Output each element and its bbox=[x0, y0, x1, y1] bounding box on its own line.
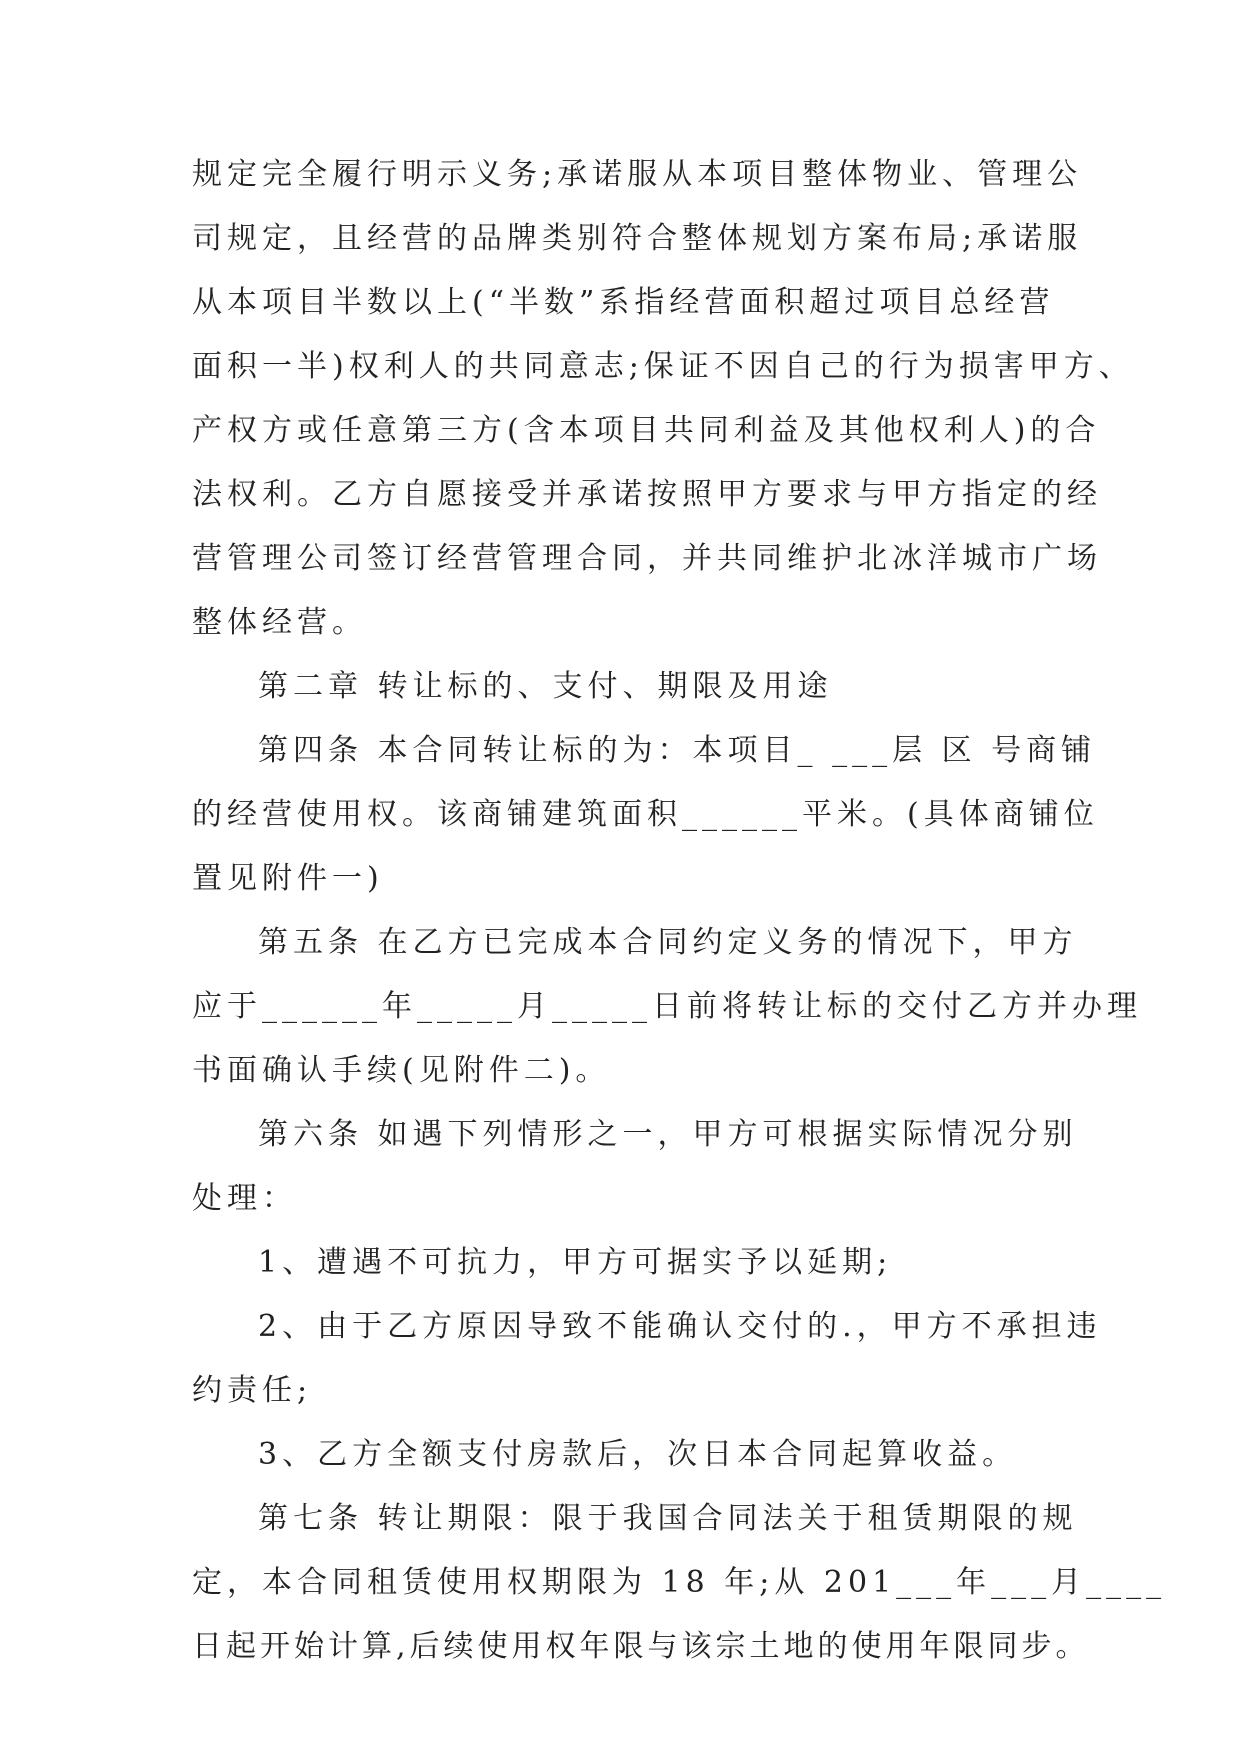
text-line: 法权利。乙方自愿接受并承诺按照甲方要求与甲方指定的经 bbox=[192, 477, 1102, 512]
text-line: 从本项目半数以上(“半数”系指经营面积超过项目总经营 bbox=[192, 285, 1055, 320]
text-line: 书面确认手续(见附件二)。 bbox=[192, 1053, 611, 1088]
article-5-line: 第五条 在乙方已完成本合同约定义务的情况下，甲方 bbox=[258, 925, 1078, 960]
text-line: 日起开始计算,后续使用权年限与该宗土地的使用年限同步。 bbox=[192, 1629, 1090, 1664]
article-4-line: 第四条 本合同转让标的为：本项目_ ___层 区 号商铺 bbox=[258, 733, 1097, 768]
text-line: 面积一半)权利人的共同意志;保证不因自己的行为损害甲方、 bbox=[192, 349, 1134, 384]
text-line: 置见附件一) bbox=[192, 861, 384, 896]
text-line: 定，本合同租赁使用权期限为 18 年;从 201___年___月____ bbox=[192, 1565, 1167, 1600]
text-line: 处理： bbox=[192, 1181, 297, 1216]
chapter-heading: 第二章 转让标的、支付、期限及用途 bbox=[258, 669, 833, 704]
list-item-1: 1、遭遇不可抗力，甲方可据实予以延期; bbox=[258, 1245, 893, 1280]
contract-text bbox=[192, 157, 1167, 1693]
text-line: 司规定，且经营的品牌类别符合整体规划方案布局;承诺服 bbox=[192, 221, 1083, 256]
list-item-3: 3、乙方全额支付房款后，次日本合同起算收益。 bbox=[258, 1437, 1018, 1472]
text-line: 产权方或任意第三方(含本项目共同利益及其他权利人)的合 bbox=[192, 413, 1101, 448]
text-line: 的经营使用权。该商铺建筑面积______平米。(具体商铺位 bbox=[192, 797, 1099, 832]
text-line: 约责任; bbox=[192, 1373, 313, 1408]
text-line: 规定完全履行明示义务;承诺服从本项目整体物业、管理公 bbox=[192, 157, 1083, 192]
text-line: 营管理公司签订经营管理合同，并共同维护北冰洋城市广场 bbox=[192, 541, 1102, 576]
article-7-line: 第七条 转让期限：限于我国合同法关于租赁期限的规 bbox=[258, 1501, 1078, 1536]
text-line: 应于______年_____月_____日前将转让标的交付乙方并办理 bbox=[192, 989, 1142, 1024]
text-line: 整体经营。 bbox=[192, 605, 367, 640]
list-item-2: 2、由于乙方原因导致不能确认交付的.，甲方不承担违 bbox=[258, 1309, 1102, 1344]
article-6-line: 第六条 如遇下列情形之一，甲方可根据实际情况分别 bbox=[258, 1117, 1078, 1152]
